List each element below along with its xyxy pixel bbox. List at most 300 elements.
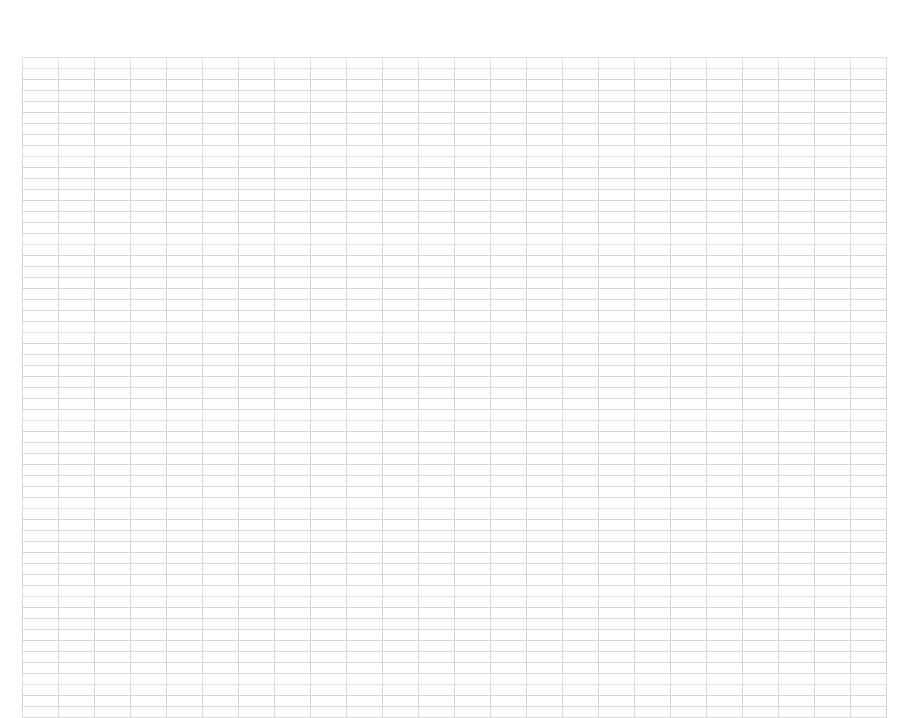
table-cell [527,245,563,256]
table-cell [527,69,563,80]
table-cell [311,509,347,520]
table-cell [743,135,779,146]
table-cell [167,278,203,289]
table-cell [383,399,419,410]
table-cell [131,509,167,520]
table-cell [635,476,671,487]
table-cell [23,652,59,663]
table-cell [527,223,563,234]
table-cell [59,157,95,168]
table-cell [491,212,527,223]
table-cell [779,465,815,476]
table-cell [203,102,239,113]
table-cell [815,267,851,278]
table-cell [635,113,671,124]
table-cell [671,278,707,289]
table-cell [815,553,851,564]
table-cell [311,179,347,190]
table-cell [95,707,131,718]
table-cell [779,355,815,366]
table-cell [815,80,851,91]
table-cell [671,256,707,267]
table-cell [743,663,779,674]
table-cell [311,520,347,531]
table-cell [671,399,707,410]
table-cell [347,399,383,410]
table-cell [95,630,131,641]
table-cell [347,58,383,69]
table-cell [455,553,491,564]
table-cell [635,102,671,113]
table-cell [707,355,743,366]
table-cell [131,652,167,663]
table-cell [275,498,311,509]
table-cell [383,289,419,300]
table-cell [779,619,815,630]
table-cell [239,421,275,432]
table-cell [527,696,563,707]
table-cell [743,322,779,333]
table-cell [239,399,275,410]
table-cell [347,69,383,80]
table-cell [203,619,239,630]
table-cell [851,124,887,135]
table-cell [491,377,527,388]
table-cell [527,157,563,168]
table-cell [347,179,383,190]
table-cell [383,707,419,718]
data-table [22,57,887,718]
table-cell [527,608,563,619]
table-cell [455,333,491,344]
table-cell [239,520,275,531]
table-cell [203,135,239,146]
table-cell [23,608,59,619]
table-cell [347,135,383,146]
table-cell [671,333,707,344]
table-cell [455,531,491,542]
table-cell [419,234,455,245]
table-cell [563,465,599,476]
table-cell [671,685,707,696]
table-cell [779,663,815,674]
table-cell [851,113,887,124]
table-cell [455,201,491,212]
table-cell [779,641,815,652]
table-cell [635,641,671,652]
table-cell [239,201,275,212]
table-cell [779,278,815,289]
table-cell [131,91,167,102]
table-cell [815,597,851,608]
table-row [23,344,887,355]
table-cell [563,652,599,663]
table-cell [779,333,815,344]
table-cell [95,487,131,498]
table-cell [383,432,419,443]
table-cell [851,234,887,245]
table-cell [635,245,671,256]
table-cell [599,564,635,575]
table-cell [167,146,203,157]
table-cell [455,674,491,685]
table-cell [59,201,95,212]
table-cell [491,289,527,300]
table-cell [311,432,347,443]
table-cell [491,597,527,608]
table-cell [743,509,779,520]
table-cell [383,278,419,289]
table-cell [455,256,491,267]
table-cell [383,300,419,311]
table-cell [167,619,203,630]
table-cell [563,509,599,520]
table-cell [95,531,131,542]
table-cell [23,256,59,267]
table-cell [347,410,383,421]
table-cell [131,135,167,146]
table-cell [671,630,707,641]
table-cell [419,322,455,333]
table-cell [671,201,707,212]
table-cell [131,685,167,696]
table-cell [635,322,671,333]
table-cell [167,674,203,685]
table-cell [59,553,95,564]
table-cell [635,410,671,421]
table-cell [131,575,167,586]
table-cell [59,377,95,388]
table-cell [779,135,815,146]
table-cell [167,641,203,652]
table-cell [455,476,491,487]
table-cell [167,410,203,421]
table-cell [455,311,491,322]
table-cell [779,553,815,564]
table-row [23,597,887,608]
table-cell [311,311,347,322]
table-cell [95,267,131,278]
table-cell [815,201,851,212]
table-cell [59,190,95,201]
table-cell [239,465,275,476]
table-cell [599,245,635,256]
table-cell [671,597,707,608]
table-cell [419,498,455,509]
table-cell [743,432,779,443]
table-cell [383,179,419,190]
table-cell [563,234,599,245]
table-cell [95,432,131,443]
table-cell [275,663,311,674]
table-cell [203,223,239,234]
table-cell [707,311,743,322]
table-cell [671,421,707,432]
table-cell [455,212,491,223]
table-cell [347,344,383,355]
table-cell [131,487,167,498]
table-cell [95,377,131,388]
table-cell [563,663,599,674]
table-cell [599,333,635,344]
table-cell [815,212,851,223]
table-cell [527,278,563,289]
table-cell [779,245,815,256]
table-cell [239,179,275,190]
table-cell [743,91,779,102]
table-cell [347,322,383,333]
table-cell [419,113,455,124]
table-cell [131,553,167,564]
table-cell [779,388,815,399]
table-cell [707,597,743,608]
table-cell [419,146,455,157]
table-cell [599,476,635,487]
table-cell [383,696,419,707]
table-cell [239,619,275,630]
table-cell [707,487,743,498]
table-cell [707,619,743,630]
table-row [23,80,887,91]
table-row [23,487,887,498]
table-cell [527,388,563,399]
table-row [23,454,887,465]
table-cell [563,201,599,212]
table-cell [491,553,527,564]
table-cell [167,542,203,553]
table-cell [563,212,599,223]
table-cell [275,410,311,421]
table-cell [779,344,815,355]
table-cell [491,586,527,597]
table-cell [707,553,743,564]
table-cell [239,707,275,718]
table-cell [707,289,743,300]
table-cell [815,179,851,190]
table-cell [635,608,671,619]
table-cell [851,443,887,454]
table-cell [779,542,815,553]
table-cell [743,597,779,608]
table-cell [743,69,779,80]
table-cell [275,212,311,223]
table-cell [599,234,635,245]
table-cell [671,531,707,542]
table-cell [131,245,167,256]
table-cell [743,256,779,267]
table-cell [851,223,887,234]
table-cell [527,146,563,157]
table-cell [851,465,887,476]
table-cell [707,575,743,586]
table-cell [167,707,203,718]
table-cell [23,278,59,289]
table-cell [491,278,527,289]
table-cell [743,234,779,245]
table-cell [851,355,887,366]
table-cell [239,300,275,311]
table-cell [131,410,167,421]
table-cell [383,421,419,432]
table-cell [275,311,311,322]
table-cell [239,157,275,168]
table-cell [671,223,707,234]
table-cell [815,377,851,388]
table-cell [131,322,167,333]
table-cell [275,146,311,157]
table-cell [239,256,275,267]
table-cell [131,190,167,201]
table-cell [59,696,95,707]
table-cell [23,179,59,190]
table-cell [239,333,275,344]
table-cell [311,388,347,399]
table-cell [95,476,131,487]
table-cell [419,355,455,366]
table-cell [311,289,347,300]
table-cell [851,619,887,630]
table-cell [131,267,167,278]
table-cell [491,201,527,212]
table-cell [311,102,347,113]
table-cell [851,399,887,410]
table-cell [239,542,275,553]
table-cell [23,564,59,575]
table-cell [239,597,275,608]
table-cell [527,663,563,674]
table-cell [599,355,635,366]
table-cell [383,476,419,487]
table-row [23,58,887,69]
table-cell [203,410,239,421]
table-cell [815,586,851,597]
table-cell [383,355,419,366]
table-cell [671,146,707,157]
table-cell [779,80,815,91]
table-cell [419,465,455,476]
table-cell [95,344,131,355]
table-cell [491,355,527,366]
table-cell [635,487,671,498]
table-cell [23,432,59,443]
table-cell [851,377,887,388]
table-cell [455,586,491,597]
table-cell [347,432,383,443]
table-cell [347,454,383,465]
table-cell [455,267,491,278]
table-cell [599,707,635,718]
table-cell [239,135,275,146]
table-cell [851,685,887,696]
table-cell [851,421,887,432]
table-cell [671,652,707,663]
table-cell [635,344,671,355]
table-cell [851,212,887,223]
table-cell [671,608,707,619]
table-cell [851,509,887,520]
table-cell [203,597,239,608]
table-cell [203,531,239,542]
table-cell [275,432,311,443]
table-cell [167,531,203,542]
table-cell [563,641,599,652]
table-cell [779,366,815,377]
table-cell [203,289,239,300]
table-cell [599,619,635,630]
table-cell [311,245,347,256]
table-cell [167,135,203,146]
table-cell [455,278,491,289]
table-cell [239,696,275,707]
table-cell [59,267,95,278]
table-cell [599,223,635,234]
table-cell [527,377,563,388]
table-cell [599,388,635,399]
table-cell [167,113,203,124]
table-cell [671,377,707,388]
table-cell [851,520,887,531]
table-cell [311,256,347,267]
table-cell [347,663,383,674]
table-cell [527,366,563,377]
table-cell [275,454,311,465]
table-cell [383,531,419,542]
table-cell [167,652,203,663]
table-cell [203,333,239,344]
table-cell [95,399,131,410]
table-cell [563,608,599,619]
table-cell [527,674,563,685]
table-cell [347,498,383,509]
table-cell [563,476,599,487]
table-cell [311,696,347,707]
table-cell [815,58,851,69]
table-cell [743,685,779,696]
table-cell [311,80,347,91]
table-cell [527,487,563,498]
table-cell [95,619,131,630]
table-row [23,707,887,718]
table-cell [95,674,131,685]
table-cell [815,388,851,399]
table-cell [275,300,311,311]
table-cell [527,641,563,652]
table-cell [563,69,599,80]
table-cell [563,410,599,421]
table-cell [455,454,491,465]
table-cell [455,124,491,135]
table-row [23,179,887,190]
table-cell [383,234,419,245]
table-cell [815,641,851,652]
table-cell [563,366,599,377]
table-cell [599,311,635,322]
table-cell [671,487,707,498]
table-cell [599,256,635,267]
table-cell [563,168,599,179]
table-cell [635,58,671,69]
table-cell [239,124,275,135]
table-cell [419,586,455,597]
table-row [23,465,887,476]
table-cell [275,223,311,234]
table-cell [779,91,815,102]
table-cell [671,157,707,168]
table-cell [491,223,527,234]
table-cell [851,575,887,586]
table-cell [275,190,311,201]
table-row [23,102,887,113]
